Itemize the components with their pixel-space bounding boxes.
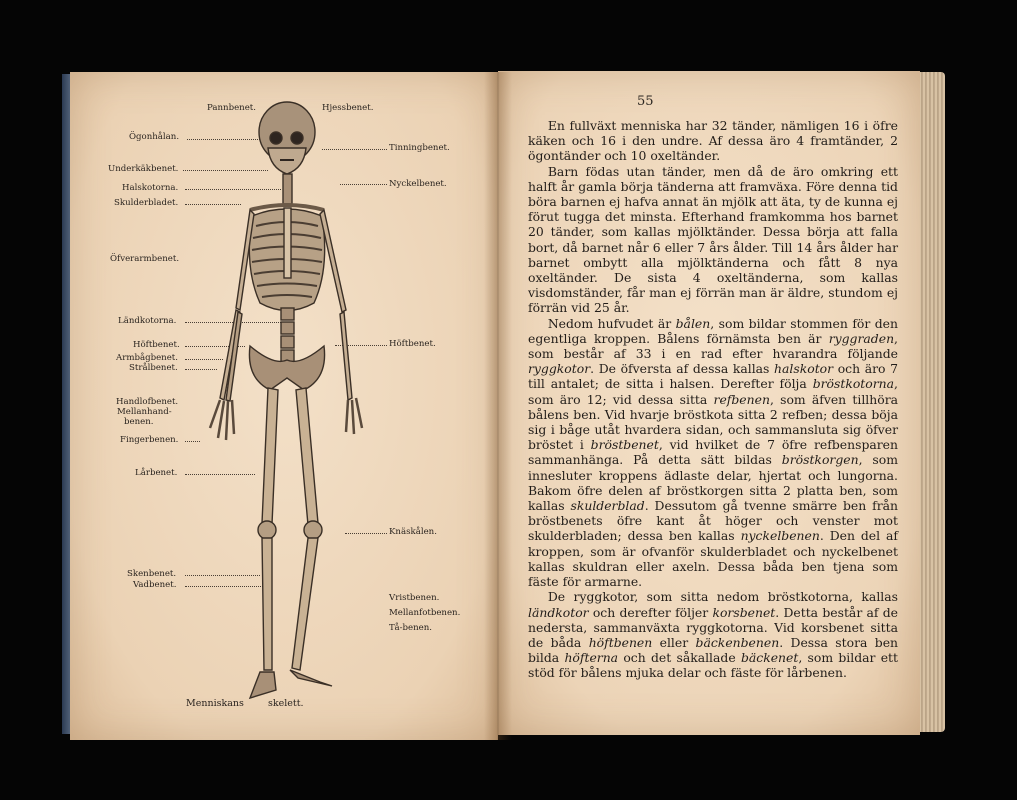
italic-term: nyckelbenen	[740, 528, 820, 544]
text-run: En fullväxt menniska har 32 tänder, nämligen 16 i öfre käken och 16 i den undre. Af dessa äro 4 framtänder, 2 ögontänder och 10 oxeltänder.	[528, 118, 898, 164]
label-armbagbenet: Armbågbenet.	[116, 353, 178, 363]
label-vadbenet: Vadbenet.	[133, 580, 177, 590]
text-run: , som äro 12; vid dessa sitta	[528, 376, 898, 407]
italic-term: halskotor	[774, 361, 834, 377]
text-run: , som bildar stommen för den egentliga kroppen. Bålens förnämsta ben är	[528, 315, 898, 346]
paragraph	[528, 118, 898, 164]
label-ta-benen: Tå-benen.	[389, 623, 432, 633]
paragraph	[528, 316, 898, 590]
label-vristbenen: Vristbenen.	[389, 593, 440, 603]
body-text	[528, 118, 898, 681]
label-skulderbladet: Skulderbladet.	[114, 198, 179, 208]
label-ofverarmbenet: Öfverarmbenet.	[110, 254, 180, 264]
label-pannbenet: Pannbenet.	[207, 103, 256, 113]
page-number: 55	[637, 94, 654, 109]
label-skenbenet: Skenbenet.	[127, 569, 177, 579]
text-run: . De öfversta af dessa kallas	[590, 361, 775, 377]
label-hjessbenet: Hjessbenet.	[322, 103, 374, 113]
paragraph	[528, 589, 898, 680]
italic-term: ryggraden	[828, 330, 895, 346]
text-run: Barn födas utan tänder, men då de äro omkring ett halft år gamla börja tänderna att framväxa. Före denna tid böra barnen ej hafva annat än mjölk att äta, ty de kunna ej förut tugga det minsta. Efterhand framkomma hos barnet 20 tänder, som kallas mjölktänder. Dessa börja att falla bort, då barnet når 6 eller 7 års ålder. Till 14 års ålder har barnet ombytt alla mjölktänderna och fått 8 nya oxeltänder. De sista 4 oxeltänderna, som kallas visdomständer, får man ej förrän man är äldre, stundom ej förrän vid 25 år.	[528, 163, 898, 316]
label-knaskalen: Knäskålen.	[389, 527, 437, 537]
italic-term: bålen	[675, 315, 711, 331]
text-run: eller	[652, 634, 696, 650]
label-hoftbenet-left: Höftbenet.	[133, 340, 180, 350]
italic-term: höftbenen	[588, 634, 653, 650]
text-run: och äro 7 till antalet; de sitta i halsen. Derefter följa	[528, 361, 898, 392]
text-run: . Dessa stora ben bilda	[528, 634, 899, 666]
label-ogonhalan: Ögonhålan.	[129, 132, 180, 142]
text-run: Nedom hufvudet är	[547, 315, 676, 331]
label-tinningbenet: Tinningbenet.	[389, 143, 450, 153]
italic-term: bäckenbenen	[695, 634, 780, 650]
italic-term: höfterna	[564, 650, 619, 666]
text-run: . Detta består af de nedersta, sammanväxta ryggkotorna. Vid korsbenet sitta de båda	[528, 604, 898, 650]
text-run: . Den del af kroppen, som är ofvanför skulderbladet och nyckelbenet kallas skuldran eller axeln. Dessa båda ben tjena som fäste för armarne.	[528, 528, 898, 590]
label-stralbenet: Strålbenet.	[129, 363, 178, 373]
italic-term: bröstbenet	[590, 437, 659, 453]
label-halskotorna: Halskotorna.	[122, 183, 179, 193]
label-larbenet: Lårbenet.	[135, 468, 178, 478]
text-run: , som äfven tillhöra bålens ben. Vid hvarje bröstkota sitta 2 refben; dessa böja sig i båge utåt hvardera sidan, och sammansluta sig öfver bröstet i	[528, 391, 899, 453]
figure-caption-right: skelett.	[268, 698, 304, 709]
text-run: , som innesluter kroppens ädlaste delar, hjertat och lungorna. Bakom öfre delen af bröstkorgen sitta 2 platta ben, som kallas	[528, 452, 898, 514]
text-run: och det såkallade	[618, 650, 741, 666]
italic-term: bröstkorgen	[781, 452, 859, 468]
text-run: , som bildar ett stöd för bålens mjuka delar och fäste för lårbenen.	[528, 650, 898, 681]
label-nyckelbenet: Nyckelbenet.	[389, 179, 447, 189]
text-run: , vid hvilket de 7 öfre refbensparen sammanhänga. På detta sätt bildas	[528, 437, 898, 468]
label-fingerbenen: Fingerbenen.	[120, 435, 179, 445]
label-underkakbenet: Underkäkbenet.	[108, 164, 179, 174]
label-hoftbenet-right: Höftbenet.	[389, 339, 436, 349]
italic-term: korsbenet	[712, 604, 776, 620]
label-mellanfotbenen: Mellanfotbenen.	[389, 608, 461, 618]
label-benen: benen.	[124, 417, 154, 427]
label-handlofbenet: Handlofbenet.	[116, 397, 179, 407]
label-landkotorna: Ländkotorna.	[118, 316, 177, 326]
skeleton-illustration	[180, 98, 400, 708]
text-run: . Dessutom gå tvenne smärre ben från bröstbenets öfre kant åt höger och venster mot skulderbladen; dessa ben kallas	[528, 498, 898, 544]
italic-term: skulderblad	[570, 498, 645, 514]
figure-caption-left: Menniskans	[186, 698, 244, 709]
italic-term: bröstkotorna	[812, 376, 895, 392]
italic-term: bäckenet	[740, 650, 799, 666]
italic-term: ryggkotor	[528, 361, 591, 377]
book-gutter	[484, 72, 512, 740]
text-run: , som består af 33 i en rad efter hvarandra följande	[528, 330, 898, 362]
paragraph	[528, 164, 898, 316]
italic-term: refbenen	[713, 391, 770, 407]
label-mellanhand: Mellanhand-	[117, 407, 172, 417]
italic-term: ländkotor	[528, 604, 589, 620]
text-run: De ryggkotor, som sitta nedom bröstkotorna, kallas	[547, 589, 898, 605]
text-run: och derefter följer	[588, 604, 713, 620]
